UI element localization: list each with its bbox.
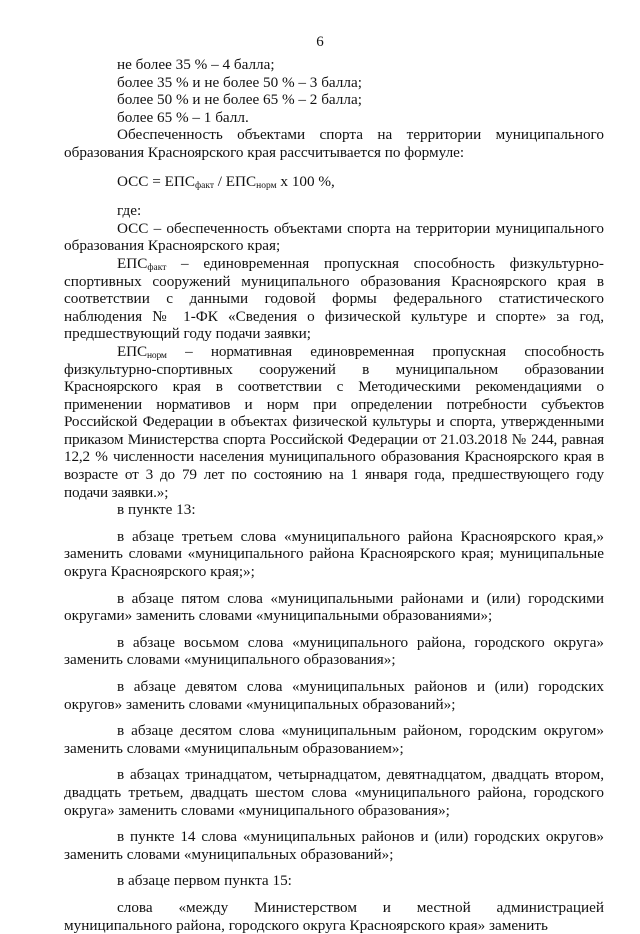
formula-sub-norm: норм: [256, 180, 277, 191]
score-line: более 35 % и не более 50 % – 3 балла;: [117, 73, 362, 91]
document-body: [64, 56, 604, 934]
amendment-paragraph: в пункте 13:: [117, 501, 196, 519]
amendment-paragraph: в абзаце пятом слова «муниципальными районами и (или) городскими округами» заменить словами «муниципальными образованиями»;: [64, 589, 604, 625]
where-label: где:: [117, 202, 142, 220]
score-line: более 65 % – 1 балл.: [117, 108, 249, 126]
formula-intro: Обеспеченность объектами спорта на территории муниципального образования Красноярского края рассчитывается по формуле:: [64, 126, 604, 161]
formula-sub-fact: факт: [194, 180, 214, 191]
amendment-paragraph: в абзаце девятом слова «муниципальных районов и (или) городских округов» заменить словами «муниципальных образований»;: [64, 678, 604, 713]
page-number: 6: [316, 34, 324, 50]
eps-fact-subscript: факт: [147, 262, 167, 273]
amendment-paragraph: слова «между Министерством и местной администрацией муниципального района, городского округа Красноярского края» заменить: [64, 898, 604, 934]
eps-norm-text: – нормативная единовременная пропускная способность физкультурно-спортивных сооружений в муниципальном образовании Красноярского края в соответствии с Методическими рекомендациями о применении нормативов и норм при определении потребности субъектов Российской Федерации в объектах физической культуры и спорта, утвержденными приказом Министерства спорта Российской Федерации от 21.03.2018 № 244, равная 12,2 % численности населения муниципального образования Красноярского края в возрасте от 3 до 79 лет по состоянию на 1 января года, предшествующего году подачи заявки.»;: [64, 342, 604, 501]
definition-eps-fact: [64, 255, 604, 343]
amendment-paragraph: в абзацах тринадцатом, четырнадцатом, девятнадцатом, двадцать втором, двадцать третьем, двадцать шестом слова «муниципального района, городского округа» заменить словами «муниципального образования»;: [64, 766, 604, 819]
definition-occ: ОСС – обеспеченность объектами спорта на территории муниципального образования Красноярского края;: [64, 219, 604, 255]
score-line: не более 35 % – 4 балла;: [117, 56, 275, 73]
amendment-paragraph: в абзаце первом пункта 15:: [117, 872, 292, 890]
formula: [117, 173, 604, 191]
amendment-paragraph: в пункте 14 слова «муниципальных районов и (или) городских округов» заменить словами «муниципальных образований»;: [64, 828, 604, 863]
amendment-paragraph: в абзаце восьмом слова «муниципального района, городского округа» заменить словами «муниципального образования»;: [64, 633, 604, 669]
score-line: более 50 % и не более 65 % – 2 балла;: [117, 91, 362, 109]
formula-rhs: х 100 %,: [276, 172, 335, 190]
eps-norm-symbol: ЕПС: [117, 342, 147, 360]
amendment-paragraph: в абзаце третьем слова «муниципального района Красноярского края,» заменить словами «муниципального района Красноярского края; муниципальные округа Красноярского края;»;: [64, 527, 604, 581]
eps-norm-subscript: норм: [146, 350, 167, 361]
eps-fact-symbol: ЕПС: [117, 254, 148, 272]
formula-mid: / ЕПС: [213, 172, 257, 190]
eps-fact-text: – единовременная пропускная способность физкультурно-спортивных сооружений муниципального образования Красноярского края в соответствии с данными годовой формы федерального статистического наблюдения № 1-ФК «Сведения о физической культуре и спорте» за год, предшествующий году подачи заявки;: [64, 254, 604, 343]
amendment-paragraph: в абзаце десятом слова «муниципальным районом, городским округом» заменить словами «муниципальным образованием»;: [64, 722, 604, 757]
definition-eps-norm: [64, 343, 604, 501]
formula-lhs: ОСС = ЕПС: [117, 172, 195, 190]
